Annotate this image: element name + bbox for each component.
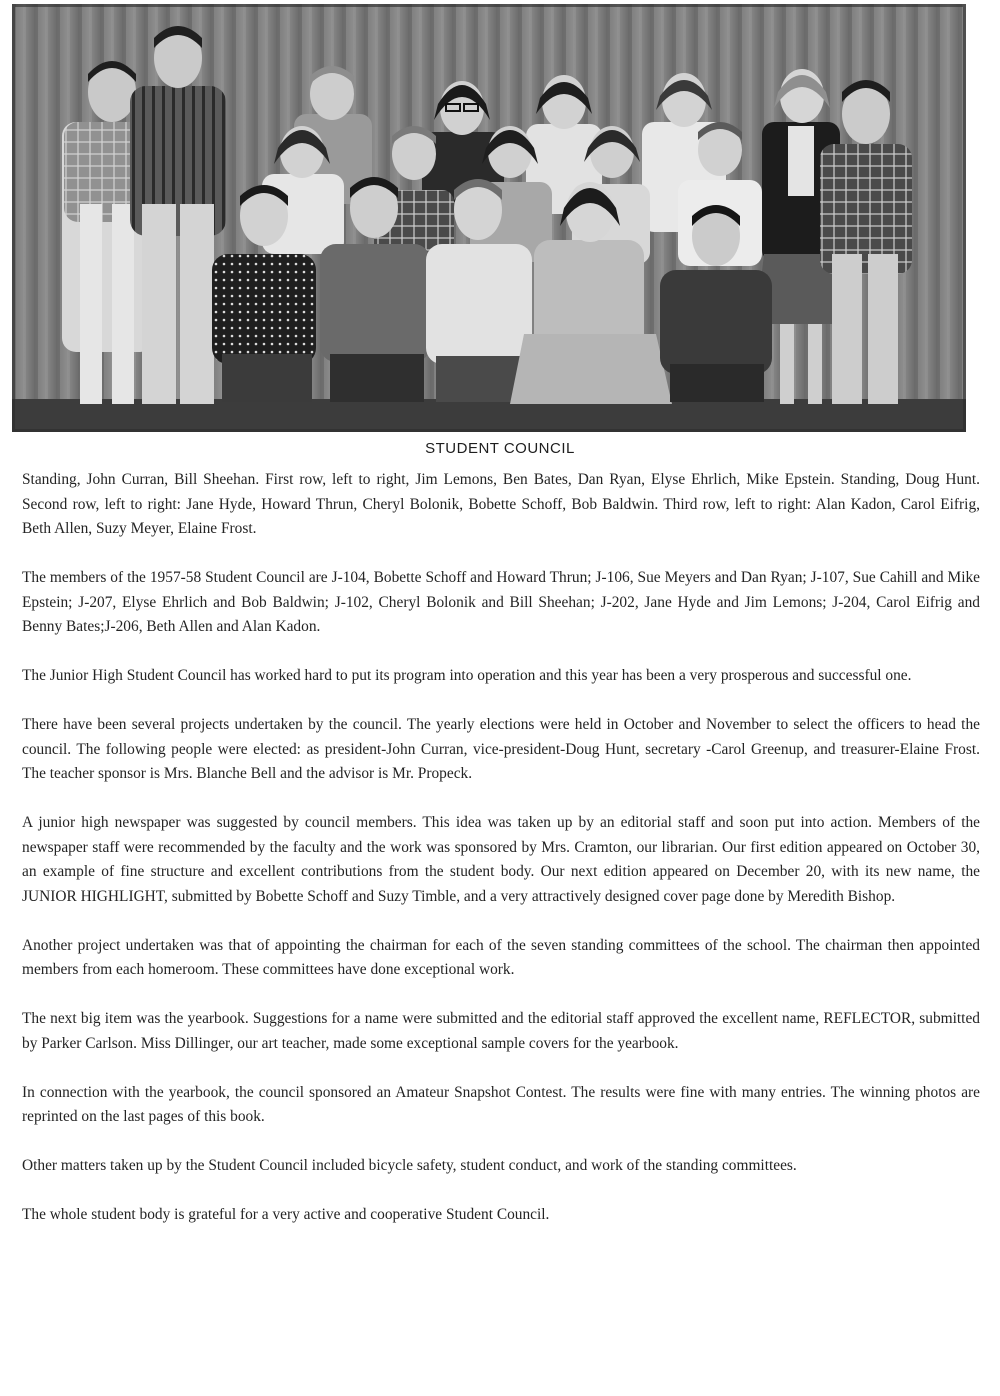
paragraph-newspaper: A junior high newspaper was suggested by council members. This idea was taken up by an editorial staff and soon put into action. Members of the newspaper staff were recommended by the faculty and the work was sponsored by Mrs. Cramton, our librarian. Our first edition appeared on October 30, an example of fine structure and excellent contributions from the student body. Our next edition appeared on December 20, with its new name, the JUNIOR HIGHLIGHT, submitted by Bobette Schoff and Suzy Timble, and a very attractively designed cover page done by Meredith Bishop. — [22, 814, 980, 905]
student-council-photo — [12, 4, 966, 432]
paragraph-snapshot-contest: In connection with the yearbook, the council sponsored an Amateur Snapshot Contest. The results were fine with many entries. The winning photos are reprinted on the last pages of this book. — [22, 1083, 980, 1125]
paragraph-committees: Another project undertaken was that of appointing the chairman for each of the seven standing committees of the school. The chairman then appointed members from each homeroom. These committees have done exceptional work. — [22, 936, 980, 978]
paragraph-program: The Junior High Student Council has worked hard to put its program into operation and this year has been a very prosperous and successful one. — [22, 667, 912, 684]
photo-illustration — [12, 4, 966, 432]
paragraph-council-members: The members of the 1957-58 Student Council are J-104, Bobette Schoff and Howard Thrun; J-106, Sue Meyers and Dan Ryan; J-107, Sue Cahill and Mike Epstein; J-207, Elyse Ehrlich and Bob Baldwin; J-102, Cheryl Bolonik and Bill Sheehan; J-202, Jane Hyde and Jim Lemons; J-204, Carol Eifrig and Benny Bates;J-206, Beth Allen and Alan Kadon. — [22, 569, 980, 635]
paragraph-photo-caption: Standing, John Curran, Bill Sheehan. First row, left to right, Jim Lemons, Ben Bates, Dan Ryan, Elyse Ehrlich, Mike Epstein. Standing, Doug Hunt. Second row, left to right: Jane Hyde, Howard Thrun, Cheryl Bolonik, Bobette Schoff, Bob Baldwin. Third row, left to right: Alan Kadon, Carol Eifrig, Beth Allen, Suzy Meyer, Elaine Frost. — [22, 471, 980, 537]
paragraph-yearbook: The next big item was the yearbook. Suggestions for a name were submitted and the editorial staff approved the excellent name, REFLECTOR, submitted by Parker Carlson. Miss Dillinger, our art teacher, made some exceptional sample covers for the yearbook. — [22, 1010, 980, 1052]
paragraph-other-matters: Other matters taken up by the Student Council included bicycle safety, student conduct, and work of the standing committees. — [22, 1157, 797, 1174]
paragraph-elections: There have been several projects undertaken by the council. The yearly elections were held in October and November to select the officers to head the council. The following people were elected: as president-John Curran, vice-president-Doug Hunt, secretary -Carol Greenup, and treasurer-Elaine Frost. The teacher sponsor is Mrs. Blanche Bell and the advisor is Mr. Propeck. — [22, 716, 980, 782]
photo-caption-title: STUDENT COUNCIL — [425, 440, 575, 457]
article-body — [22, 468, 980, 1252]
paragraph-closing: The whole student body is grateful for a very active and cooperative Student Council. — [22, 1206, 550, 1223]
